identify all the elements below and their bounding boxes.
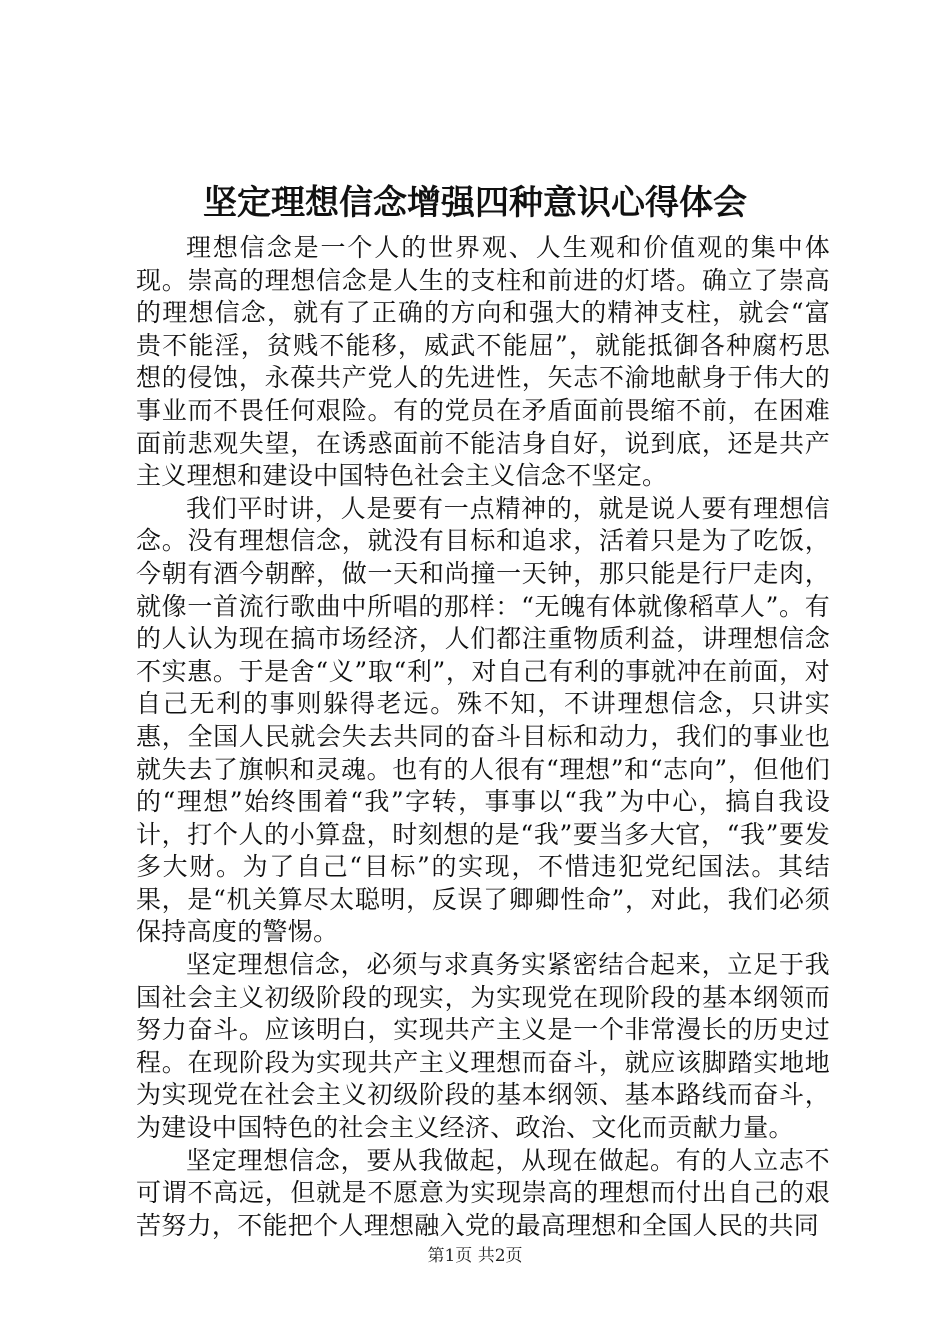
- document-body: [136, 232, 830, 1242]
- document-title: 坚定理想信念增强四种意识心得体会: [203, 183, 747, 223]
- page-number-footer: 第1页 共2页: [427, 1246, 523, 1266]
- paragraph-1: 理想信念是一个人的世界观、人生观和价值观的集中体现。崇高的理想信念是人生的支柱和前进的灯塔。确立了崇高的理想信念，就有了正确的方向和强大的精神支柱，就会“富贵不能淫，贫贱不能移，威武不能屈”，就能抵御各种腐朽思想的侵蚀，永葆共产党人的先进性，矢志不渝地献身于伟大的事业而不畏任何艰险。有的党员在矛盾面前畏缩不前，在困难面前悲观失望，在诱惑面前不能洁身自好，说到底，还是共产主义理想和建设中国特色社会主义信念不坚定。: [136, 233, 830, 491]
- paragraph-3: 坚定理想信念，必须与求真务实紧密结合起来，立足于我国社会主义初级阶段的现实，为实现党在现阶段的基本纲领而努力奋斗。应该明白，实现共产主义是一个非常漫长的历史过程。在现阶段为实现共产主义理想而奋斗，就应该脚踏实地地为实现党在社会主义初级阶段的基本纲领、基本路线而奋斗，为建设中国特色的社会主义经济、政治、文化而贡献力量。: [136, 950, 830, 1143]
- paragraph-2: 我们平时讲，人是要有一点精神的，就是说人要有理想信念。没有理想信念，就没有目标和追求，活着只是为了吃饭，今朝有酒今朝醉，做一天和尚撞一天钟，那只能是行尸走肉，就像一首流行歌曲中所唱的那样：“无魄有体就像稻草人”。有的人认为现在搞市场经济，人们都注重物质利益，讲理想信念不实惠。于是舍“义”取“利”，对自己有利的事就冲在前面，对自己无利的事则躲得老远。殊不知，不讲理想信念，只讲实惠，全国人民就会失去共同的奋斗目标和动力，我们的事业也就失去了旗帜和灵魂。也有的人很有“理想”和“志向”，但他们的“理想”始终围着“我”字转，事事以“我”为中心，搞自我设计，打个人的小算盘，时刻想的是“我”要当多大官，“我”要发多大财。为了自己“目标”的实现，不惜违犯党纪国法。其结果，是“机关算尽太聪明，反误了卿卿性命”，对此，我们必须保持高度的警惕。: [136, 493, 830, 947]
- paragraph-4: 坚定理想信念，要从我做起，从现在做起。有的人立志不可谓不高远，但就是不愿意为实现崇高的理想而付出自己的艰苦努力，不能把个人理想融入党的最高理想和全国人民的共同: [136, 1145, 830, 1240]
